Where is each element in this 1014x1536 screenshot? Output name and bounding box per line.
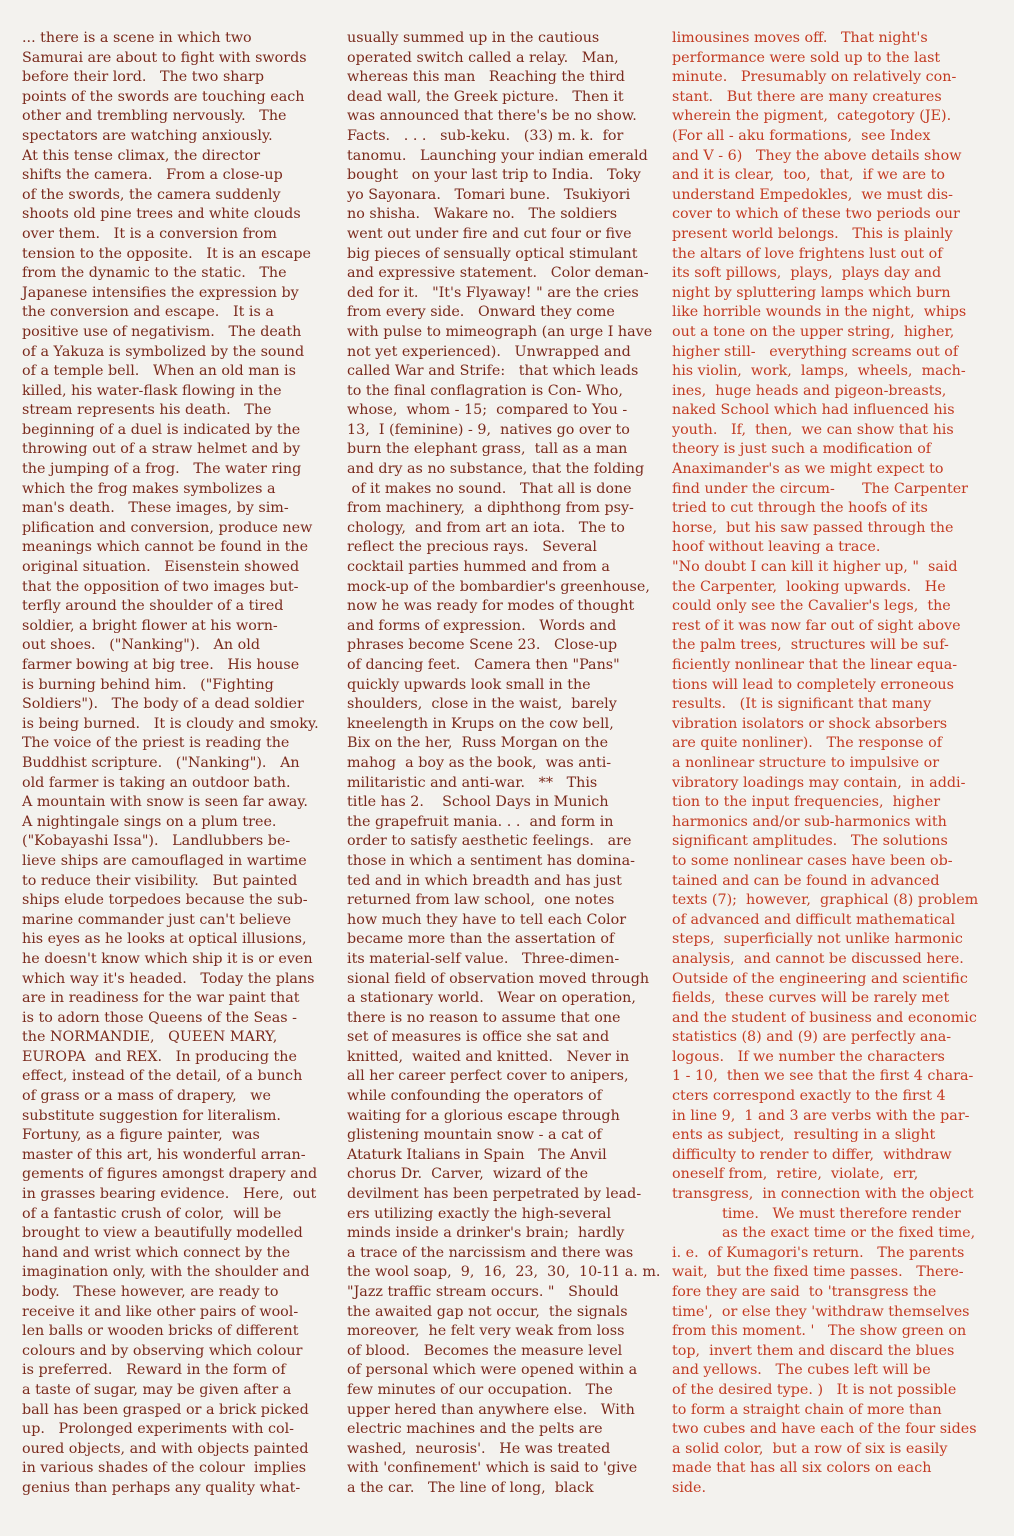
text-line: his eyes as he looks at optical illusions,	[22, 931, 307, 948]
text-line: is being burned. It is cloudy and smoky.	[22, 715, 319, 732]
text-line: ("Kobayashi Issa"). Landlubbers be-	[22, 833, 291, 850]
text-line: and V - 6) They the above details show	[672, 147, 962, 164]
text-line: burn the elephant grass, tall as a man	[347, 441, 628, 458]
text-line: throwing out of a straw helmet and by	[22, 441, 301, 458]
text-line: tried to cut through the hoofs of its	[672, 500, 928, 517]
text-line: a the car. The line of long, black	[347, 1479, 594, 1496]
text-line: Samurai are about to fight with swords	[22, 49, 307, 66]
text-line: upper hered than anywhere else. With	[347, 1401, 635, 1418]
text-line: higher still- everything screams out of	[672, 343, 959, 360]
text-line: len balls or wooden bricks of different	[22, 1323, 299, 1340]
text-line: substitute suggestion for literalism.	[22, 1107, 281, 1124]
text-line: in various shades of the colour implies	[22, 1460, 307, 1477]
text-line: other and trembling nervously. The	[22, 108, 287, 125]
text-line: of the swords, the camera suddenly	[22, 186, 281, 203]
text-line: naked School which had influenced his	[672, 402, 955, 419]
text-line: hoof without leaving a trace.	[672, 539, 881, 556]
text-line: Ataturk Italians in Spain The Anvil	[347, 1146, 607, 1163]
text-line: fore they are said to 'transgress the	[672, 1284, 937, 1300]
text-line: and it is clear, too, that, if we are to	[672, 167, 946, 184]
text-line: vibration isolators or shock absorbers	[672, 715, 948, 732]
text-line: A nightingale sings on a plum tree.	[22, 813, 277, 830]
text-line: like horrible wounds in the night, whips	[672, 304, 967, 321]
text-line: went out under fire and cut four or five	[347, 225, 632, 242]
text-line: genius than perhaps any quality what-	[22, 1479, 301, 1496]
text-line: and expressive statement. Color deman-	[347, 265, 649, 282]
text-line: not yet experienced). Unwrapped and	[347, 343, 631, 360]
text-line: transgress, in connection with the object	[672, 1186, 974, 1203]
text-line: plification and conversion, produce new	[22, 519, 313, 536]
text-line: meanings which cannot be found in the	[22, 539, 309, 556]
text-line: was announced that there's be no show.	[347, 108, 637, 125]
text-line: the Carpenter, looking upwards. He	[672, 578, 946, 595]
text-line: those in which a sentiment has domina-	[347, 852, 635, 869]
text-line: time. We must therefore render	[672, 1205, 961, 1222]
text-line: became more than the assertation of	[347, 931, 615, 948]
text-line: quickly upwards look small in the	[347, 676, 591, 693]
text-line: up. Prolonged experiments with col-	[22, 1421, 295, 1438]
text-line: statistics (8) and (9) are perfectly ana-	[672, 1029, 952, 1046]
text-line: shifts the camera. From a close-up	[22, 167, 283, 184]
text-line: from machinery, a diphthong from psy-	[347, 500, 634, 517]
text-line: positive use of negativism. The death	[22, 323, 302, 340]
text-line: his violin, work, lamps, wheels, mach-	[672, 363, 966, 380]
text-line: Japanese intensifies the expression by	[22, 284, 299, 301]
text-line: usually summed up in the cautious	[347, 30, 600, 46]
text-line: are in readiness for the war paint that	[22, 990, 300, 1007]
text-line: minute. Presumably on relatively con-	[672, 69, 957, 86]
text-line: in grasses bearing evidence. Here, out	[22, 1186, 317, 1203]
text-line: returned from law school, one notes	[347, 892, 615, 909]
text-line: the awaited gap not occur, the signals	[347, 1303, 628, 1320]
text-line: knitted, waited and knitted. Never in	[347, 1048, 630, 1065]
text-line: side.	[672, 1479, 707, 1496]
text-line: over them. It is a conversion from	[22, 225, 277, 242]
text-line: brought to view a beautifully modelled	[22, 1225, 303, 1242]
text-line: a trace of the narcissism and there was	[347, 1244, 634, 1261]
text-line: "Jazz traffic stream occurs. " Should	[347, 1284, 619, 1300]
text-line: reflect the precious rays. Several	[347, 539, 597, 556]
text-line: the altars of love frightens lust out of	[672, 245, 943, 262]
text-line: to the final conflagration is Con- Who,	[347, 382, 623, 399]
text-line: could only see the Cavalier's legs, the	[672, 598, 951, 615]
text-line: out a tone on the upper string, higher,	[672, 323, 955, 340]
text-line: A mountain with snow is seen far away.	[22, 794, 308, 811]
text-line: made that has all six colors on each	[672, 1460, 932, 1477]
text-line: "No doubt I can kill it higher up, " said	[672, 559, 958, 576]
text-line: present world belongs. This is plainly	[672, 225, 953, 242]
text-line: which the frog makes symbolizes a	[22, 480, 276, 497]
text-line: texts (7); however, graphical (8) problem	[672, 892, 979, 909]
text-line: of a fantastic crush of color, will be	[22, 1205, 282, 1222]
text-line: Bix on the her, Russ Morgan on the	[347, 735, 609, 752]
text-line: ines, huge heads and pigeon-breasts,	[672, 382, 947, 399]
text-line: analysis, and cannot be discussed here.	[672, 950, 964, 967]
text-line: body. These however, are ready to	[22, 1284, 279, 1300]
text-line: and the student of business and economic	[672, 1009, 977, 1026]
text-line: while confounding the operators of	[347, 1088, 602, 1105]
text-line: Facts. . . . sub-keku. (33) m. k. for	[347, 127, 624, 144]
text-line: understand Empedokles, we must dis-	[672, 186, 953, 203]
text-line: devilment has been perpetrated by lead-	[347, 1186, 642, 1203]
text-line: is to adorn those Queens of the Seas -	[22, 1009, 297, 1026]
text-line: electric machines and the pelts are	[347, 1421, 603, 1438]
text-line: results. (It is significant that many	[672, 696, 932, 713]
text-line: imagination only, with the shoulder and	[22, 1264, 310, 1281]
text-column-middle	[347, 29, 673, 1499]
text-line: two cubes and have each of the four sides	[672, 1421, 977, 1438]
text-line: logous. If we number the characters	[672, 1048, 945, 1065]
text-line: limousines moves off. That night's	[672, 30, 928, 46]
text-line: mock-up of the bombardier's greenhouse,	[347, 578, 650, 595]
text-line: 1 - 10, then we see that the first 4 chara-	[672, 1068, 974, 1085]
text-line: (For all - aku formations, see Index	[672, 127, 931, 144]
text-line: At this tense climax, the director	[22, 147, 261, 164]
text-line: shoots old pine trees and white clouds	[22, 206, 301, 223]
text-line: washed, neurosis'. He was treated	[347, 1440, 611, 1457]
text-line: Fortuny, as a figure painter, was	[22, 1127, 260, 1144]
text-line: master of this art, his wonderful arran-	[22, 1146, 306, 1163]
text-line: original situation. Eisenstein showed	[22, 559, 300, 576]
text-line: the conversion and escape. It is a	[22, 304, 274, 321]
text-line: Outside of the engineering and scientific	[672, 970, 968, 987]
text-line: points of the swords are touching each	[22, 88, 305, 105]
text-line: to some nonlinear cases have been ob-	[672, 852, 953, 869]
text-line: chorus Dr. Carver, wizard of the	[347, 1166, 589, 1183]
text-line: all her career perfect cover to anipers,	[347, 1068, 629, 1085]
text-line: of personal which were opened within a	[347, 1362, 638, 1379]
text-line: performance were sold up to the last	[672, 49, 941, 66]
text-line: youth. If, then, we can show that his	[672, 421, 954, 438]
text-line: ded for it. "It's Flyaway! " are the cries	[347, 284, 639, 301]
text-line: oured objects, and with objects painted	[22, 1440, 309, 1457]
text-line: the wool soap, 9, 16, 23, 30, 10-11 a. m.	[347, 1264, 661, 1281]
text-line: and yellows. The cubes left will be	[672, 1362, 931, 1379]
text-line: ers utilizing exactly the high-several	[347, 1205, 612, 1222]
text-line: of dancing feet. Camera then "Pans"	[347, 657, 620, 673]
text-line: ball has been grasped or a brick picked	[22, 1401, 309, 1418]
text-line: bought on your last trip to India. Toky	[347, 167, 641, 184]
text-line: of it makes no sound. That all is done	[347, 480, 632, 497]
text-line: a nonlinear structure to impulsive or	[672, 754, 940, 771]
text-line: fields, these curves will be rarely met	[672, 990, 950, 1007]
text-line: terfly around the shoulder of a tired	[22, 598, 284, 615]
text-line: phrases become Scene 23. Close-up	[347, 637, 618, 654]
text-line: i. e. of Kumagori's return. The parents	[672, 1244, 965, 1261]
text-line: Buddhist scripture. ("Nanking"). An	[22, 754, 300, 771]
text-line: whose, whom - 15; compared to You -	[347, 402, 628, 419]
text-line: a stationary world. Wear on operation,	[347, 990, 636, 1007]
text-line: spectators are watching anxiously.	[22, 127, 273, 144]
text-line: lieve ships are camouflaged in wartime	[22, 852, 307, 869]
text-line: vibratory loadings may contain, in addi-	[672, 774, 966, 791]
text-line: of a Yakuza is symbolized by the sound	[22, 343, 305, 360]
text-line: significant amplitudes. The solutions	[672, 833, 948, 850]
text-line: of blood. Becomes the measure level	[347, 1342, 623, 1359]
text-line: theory is just such a modification of	[672, 441, 932, 458]
text-line: its material-self value. Three-dimen-	[347, 950, 620, 967]
text-line: to reduce their visibility. But painted	[22, 872, 298, 889]
text-line: wherein the pigment, categotory (JE).	[672, 108, 952, 125]
text-line: gements of figures amongst drapery and	[22, 1166, 318, 1183]
text-line: beginning of a duel is indicated by the	[22, 421, 301, 438]
text-line: cters correspond exactly to the first 4	[672, 1088, 946, 1105]
text-line: hand and wrist which connect by the	[22, 1244, 291, 1261]
text-line: glistening mountain snow - a cat of	[347, 1127, 602, 1144]
text-line: kneelength in Krups on the cow bell,	[347, 715, 614, 732]
text-line: militaristic and anti-war. ** This	[347, 774, 598, 791]
text-line: is preferred. Reward in the form of	[22, 1362, 286, 1379]
text-line: how much they have to tell each Color	[347, 911, 627, 928]
text-column-right	[672, 29, 1002, 1499]
text-line: its soft pillows, plays, plays day and	[672, 265, 942, 282]
text-line: with 'confinement' which is said to 'give	[347, 1460, 638, 1477]
text-line: are quite nonliner). The response of	[672, 735, 943, 752]
text-line: killed, his water-flask flowing in the	[22, 382, 282, 399]
text-line: old farmer is taking an outdoor bath.	[22, 774, 291, 791]
text-line: whereas this man Reaching the third	[347, 69, 625, 86]
text-line: no shisha. Wakare no. The soldiers	[347, 206, 618, 223]
text-line: tanomu. Launching your indian emerald	[347, 147, 648, 164]
text-line: 13, I (feminine) - 9, natives go over to	[347, 421, 630, 438]
text-line: sional field of observation moved through	[347, 970, 650, 987]
text-line: tions will lead to completely erroneous	[672, 676, 954, 693]
text-line: order to satisfy aesthetic feelings. are	[347, 833, 632, 850]
text-line: steps, superficially not unlike harmonic	[672, 931, 963, 948]
text-line: ficiently nonlinear that the linear equa-	[672, 657, 958, 673]
text-line: receive it and like other pairs of wool-	[22, 1303, 299, 1320]
text-line: from every side. Onward they come	[347, 304, 615, 321]
text-line: big pieces of sensually optical stimulant	[347, 245, 638, 262]
text-line: man's death. These images, by sim-	[22, 500, 289, 517]
text-line: called War and Strife: that which leads	[347, 363, 639, 380]
text-line: Soldiers"). The body of a dead soldier	[22, 696, 304, 713]
text-line: stant. But there are many creatures	[672, 88, 942, 105]
text-line: dead wall, the Greek picture. Then it	[347, 88, 624, 105]
text-line: set of measures is office she sat and	[347, 1029, 610, 1046]
text-line: The voice of the priest is reading the	[22, 735, 290, 752]
text-line: effect, instead of the detail, of a bunch	[22, 1068, 303, 1085]
text-line: rest of it was now far out of sight above	[672, 617, 961, 634]
text-line: few minutes of our occupation. The	[347, 1381, 613, 1398]
text-line: the grapefruit mania. . . and form in	[347, 813, 614, 830]
text-line: and forms of expression. Words and	[347, 617, 617, 634]
text-line: and dry as no substance, that the folding	[347, 461, 645, 478]
text-line: with pulse to mimeograph (an urge I have	[347, 323, 653, 340]
text-line: operated switch called a relay. Man,	[347, 49, 619, 66]
text-line: to form a straight chain of more than	[672, 1401, 942, 1418]
text-line: that the opposition of two images but-	[22, 578, 299, 595]
text-line: difficulty to render to differ, withdraw	[672, 1146, 952, 1163]
text-line: ... there is a scene in which two	[22, 30, 252, 46]
text-line: farmer bowing at big tree. His house	[22, 657, 300, 673]
text-line: tion to the input frequencies, higher	[672, 794, 941, 811]
text-line: shoulders, close in the waist, barely	[347, 696, 617, 713]
text-line: the jumping of a frog. The water ring	[22, 461, 302, 478]
text-line: mahog a boy as the book, was anti-	[347, 754, 612, 771]
text-column-left	[22, 29, 340, 1499]
text-line: cover to which of these two periods our	[672, 206, 960, 223]
text-line: of the desired type. ) It is not possible	[672, 1381, 957, 1398]
text-line: there is no reason to assume that one	[347, 1009, 621, 1026]
text-line: before their lord. The two sharp	[22, 69, 264, 86]
text-line: which way it's headed. Today the plans	[22, 970, 315, 987]
text-line: tained and can be found in advanced	[672, 872, 940, 889]
text-line: from the dynamic to the static. The	[22, 265, 287, 282]
text-line: yo Sayonara. Tomari bune. Tsukiyori	[347, 186, 631, 203]
text-line: the palm trees, structures will be suf-	[672, 637, 949, 654]
text-line: colours and by observing which colour	[22, 1342, 303, 1359]
text-line: find under the circum- The Carpenter	[672, 480, 968, 497]
text-line: oneself from, retire, violate, err,	[672, 1166, 919, 1183]
text-line: he doesn't know which ship it is or even	[22, 950, 313, 967]
text-line: in line 9, 1 and 3 are verbs with the par-	[672, 1107, 970, 1124]
text-line: is burning behind him. ("Fighting	[22, 676, 274, 693]
text-line: a taste of sugar, may be given after a	[22, 1381, 292, 1398]
text-line: tension to the opposite. It is an escape	[22, 245, 311, 262]
text-line: stream represents his death. The	[22, 402, 272, 419]
text-line: of a temple bell. When an old man is	[22, 363, 296, 380]
text-line: of grass or a mass of drapery, we	[22, 1088, 271, 1105]
text-line: waiting for a glorious escape through	[347, 1107, 620, 1124]
text-line: chology, and from art an iota. The to	[347, 519, 625, 536]
text-line: soldier, a bright flower at his worn-	[22, 617, 278, 634]
text-line: wait, but the fixed time passes. There-	[672, 1264, 964, 1281]
text-line: moreover, he felt very weak from loss	[347, 1323, 625, 1340]
text-line: ted and in which breadth and has just	[347, 872, 622, 889]
text-line: a solid color, but a row of six is easily	[672, 1440, 948, 1457]
text-line: the NORMANDIE, QUEEN MARY,	[22, 1029, 278, 1046]
text-line: of advanced and difficult mathematical	[672, 911, 956, 928]
text-line: marine commander just can't believe	[22, 911, 292, 928]
text-line: ents as subject, resulting in a slight	[672, 1127, 936, 1144]
text-line: Anaximander's as we might expect to	[672, 461, 944, 478]
text-line: as the exact time or the fixed time,	[672, 1225, 976, 1242]
text-line: EUROPA and REX. In producing the	[22, 1048, 297, 1065]
text-line: now he was ready for modes of thought	[347, 598, 635, 615]
text-line: top, invert them and discard the blues	[672, 1342, 955, 1359]
text-line: out shoes. ("Nanking"). An old	[22, 637, 260, 654]
text-line: time', or else they 'withdraw themselves	[672, 1303, 970, 1320]
text-line: ships elude torpedoes because the sub-	[22, 892, 308, 909]
text-line: minds inside a drinker's brain; hardly	[347, 1225, 625, 1242]
text-line: title has 2. School Days in Munich	[347, 794, 609, 811]
text-line: cocktail parties hummed and from a	[347, 559, 610, 576]
text-line: harmonics and/or sub-harmonics with	[672, 813, 947, 830]
text-line: night by spluttering lamps which burn	[672, 284, 951, 301]
text-line: from this moment. ' The show green on	[672, 1323, 967, 1340]
text-line: horse, but his saw passed through the	[672, 519, 954, 536]
